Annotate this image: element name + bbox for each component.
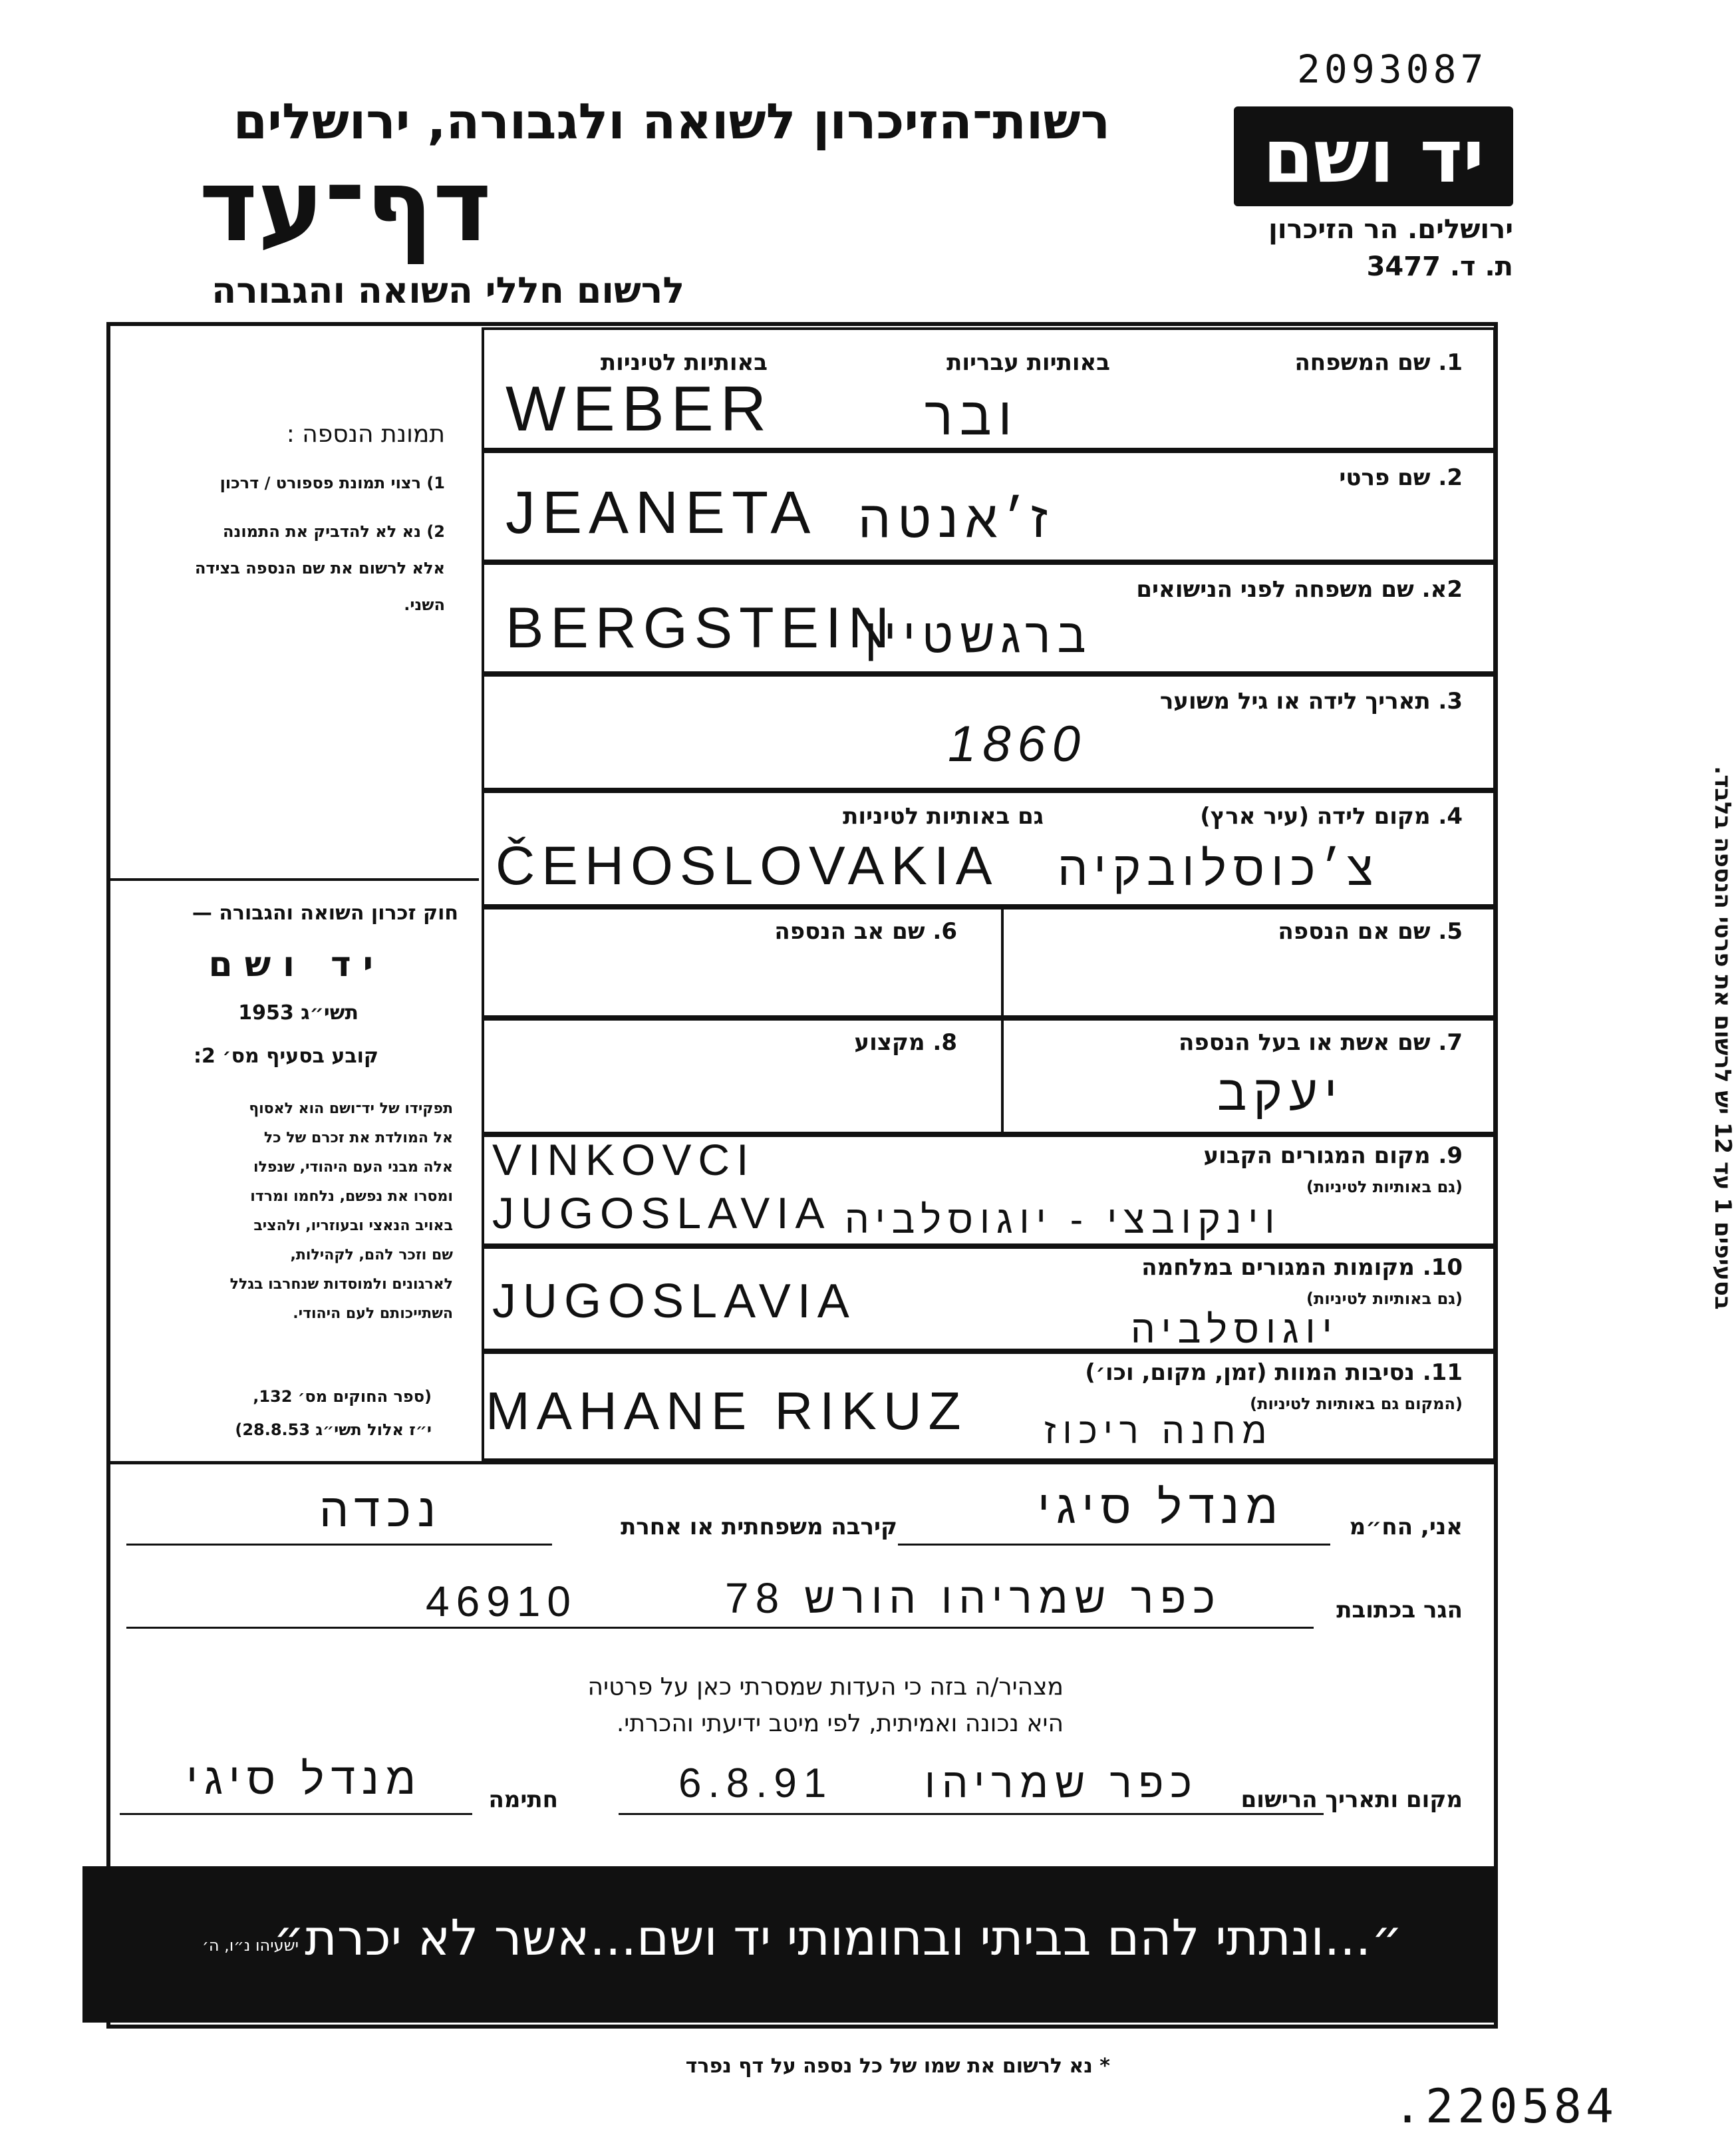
field-9-latin-value-2[interactable]: JUGOSLAVIA bbox=[492, 1188, 831, 1238]
field-2a-latin-value[interactable]: BERGSTEIN bbox=[506, 596, 896, 660]
law-body-line: תפקידו של יד־ושם הוא לאסוף bbox=[249, 1100, 453, 1117]
field-10-note: (גם באותיות לטיניות) bbox=[1306, 1289, 1463, 1308]
field-row-7-8-divider bbox=[1001, 1018, 1004, 1134]
field-3-value[interactable]: 1860 bbox=[948, 716, 1087, 772]
logo-text: יד ושם bbox=[1262, 114, 1485, 199]
declarant-address-label: הגר בכתובת bbox=[1336, 1597, 1463, 1623]
field-4-latin-value[interactable]: ČEHOSLOVAKIA bbox=[496, 836, 999, 896]
field-9-latin-value-1[interactable]: VINKOVCI bbox=[492, 1135, 756, 1184]
law-source-2: י״ז אלול תשי״ג 28.8.53) bbox=[235, 1420, 432, 1439]
field-11-hebrew-value[interactable]: מחנה ריכוז bbox=[1044, 1411, 1274, 1451]
field-7-value[interactable]: יעקב bbox=[1217, 1065, 1344, 1120]
law-body-line: שם וזכר להם, לקהילות, bbox=[290, 1247, 453, 1263]
banner-source: ישעיהו נ״ו, ה׳ bbox=[202, 1936, 299, 1955]
field-10-hebrew-value[interactable]: יוגוסלביה bbox=[1131, 1308, 1339, 1351]
field-9-label: 9. מקום המגורים הקבוע bbox=[1203, 1142, 1463, 1169]
place-date-label: מקום ותאריך הרישום bbox=[1240, 1786, 1463, 1813]
declaration-line-1: מצהיר/ה בזה כי העדות שמסרתי כאן על פרטיה bbox=[587, 1673, 1064, 1701]
address-line-2: ת. ד. 3477 bbox=[1366, 251, 1513, 282]
law-body-line: אלה מבני העם היהודי, שנפלו bbox=[253, 1159, 453, 1176]
form-title: דף־עד bbox=[199, 148, 492, 264]
law-heading: חוק זכרון השואה והגבורה — bbox=[192, 902, 458, 925]
field-2a-hebrew-value[interactable]: ברגשטיין bbox=[865, 609, 1093, 663]
signature-line bbox=[120, 1813, 472, 1815]
signature[interactable]: מנדל סיגי bbox=[186, 1754, 423, 1803]
field-1-latin-value[interactable]: WEBER bbox=[506, 373, 774, 444]
left-panel-divider bbox=[106, 878, 479, 881]
field-3-label: 3. תאריך לידה או גיל משוער bbox=[1159, 688, 1463, 715]
side-note: בסעיפים 1 עד 12 יש לרשום את פרטי הנספה בלבד. bbox=[1709, 766, 1736, 1310]
photo-panel-item-2c: השני. bbox=[404, 595, 445, 614]
field-1-label: 1. שם המשפחה bbox=[1294, 349, 1463, 376]
photo-panel-item-2b: אלא לרשום את שם הנספה בצידה bbox=[194, 559, 445, 578]
declarant-relation-label: קירבה משפחתית או אחרת bbox=[621, 1514, 897, 1540]
declarant-zip[interactable]: 46910 bbox=[426, 1577, 577, 1625]
law-body-line: ומסרו את נפשם, נלחמו ומרדו bbox=[250, 1188, 453, 1205]
law-body-line: אל המולדת את זכרם של כל bbox=[263, 1130, 453, 1146]
field-11-note: (המקום גם באותיות לטיניות) bbox=[1250, 1395, 1463, 1413]
field-1-hebrew-col: באותיות עבריות bbox=[946, 349, 1110, 376]
field-9-note: (גם באותיות לטיניות) bbox=[1306, 1178, 1463, 1196]
law-body-line: השתייכותם לעם היהודי. bbox=[293, 1305, 453, 1322]
registration-date[interactable]: 6.8.91 bbox=[678, 1760, 833, 1806]
photo-panel-item-1: 1) רצוי תמונת פספורט / דרכון bbox=[219, 474, 445, 492]
field-9-hebrew-value[interactable]: וינקובצי - יוגוסלביה bbox=[845, 1198, 1282, 1241]
declarant-name[interactable]: מנדל סיגי bbox=[1038, 1481, 1285, 1533]
declarant-address-line bbox=[126, 1627, 1314, 1629]
declarant-name-line bbox=[898, 1544, 1330, 1546]
field-10-latin-value[interactable]: JUGOSLAVIA bbox=[492, 1275, 856, 1328]
photo-panel-title: תמונת הנספה : bbox=[286, 420, 445, 448]
field-10-label: 10. מקומות המגורים במלחמה bbox=[1141, 1254, 1463, 1281]
field-5-label: 5. שם אם הנספה bbox=[1278, 918, 1463, 945]
field-row-5-6-divider bbox=[1001, 907, 1004, 1018]
place-date-line bbox=[619, 1813, 1324, 1815]
declarant-relation-line bbox=[126, 1544, 552, 1546]
field-4-hebrew-value[interactable]: צ׳כוסלובקיה bbox=[1058, 842, 1380, 896]
field-1-latin-col: באותיות לטיניות bbox=[600, 349, 768, 376]
signature-label: חתימה bbox=[488, 1786, 558, 1813]
footer-serial: .220584 bbox=[1393, 2079, 1618, 2134]
authority-title: רשות־הזיכרון לשואה ולגבורה, ירושלים bbox=[233, 93, 1110, 150]
banner-quote: ״...ונתתי להם בביתי ובחומותי יד ושם...אשר לא יכרת״ bbox=[273, 1909, 1403, 1967]
field-4-label: 4. מקום לידה (עיר ארץ) bbox=[1200, 803, 1463, 830]
law-body-line: באויב הנאצי ובעוזריו, ולהציב bbox=[253, 1218, 453, 1234]
field-4-latin-note: גם באותיות לטיניות bbox=[843, 803, 1044, 830]
law-body bbox=[94, 1094, 453, 1329]
law-name: יד ושם bbox=[208, 945, 385, 985]
declarant-i-label: אני, הח״מ bbox=[1349, 1514, 1463, 1540]
form-subtitle: לרשום חללי השואה והגבורה bbox=[212, 269, 684, 311]
photo-panel-item-2a: 2) נא לא להדביק את התמונה bbox=[223, 522, 445, 541]
registration-place[interactable]: כפר שמריהו bbox=[925, 1760, 1199, 1806]
field-8-label: 8. מקצוע bbox=[854, 1029, 957, 1056]
law-source-1: (ספר החוקים מס׳ 132, bbox=[253, 1387, 432, 1406]
law-year: תשי״ג 1953 bbox=[238, 1001, 359, 1025]
field-7-label: 7. שם אשת או בעל הנספה bbox=[1179, 1029, 1463, 1056]
field-6-label: 6. שם אב הנספה bbox=[774, 918, 957, 945]
declarant-relation[interactable]: נכדה bbox=[319, 1484, 443, 1536]
declarant-address[interactable]: כפר שמריהו הורש 78 bbox=[725, 1574, 1222, 1622]
declaration-line-2: היא נכונה ואמיתית, לפי מיטב ידיעתי והכרתי. bbox=[616, 1710, 1064, 1737]
field-1-hebrew-value[interactable]: ובר bbox=[925, 387, 1019, 446]
top-number: 2093087 bbox=[1297, 47, 1488, 92]
field-11-label: 11. נסיבות המוות (זמן, מקום, וכו׳) bbox=[1085, 1359, 1463, 1386]
law-body-line: לארגונים ולמוסדות שנחרבו בגלל bbox=[229, 1276, 453, 1293]
field-2-latin-value[interactable]: JEANETA bbox=[506, 480, 817, 546]
yad-vashem-logo bbox=[1234, 106, 1513, 206]
field-2-hebrew-value[interactable]: ז׳אנטה bbox=[858, 490, 1054, 548]
address-line-1: ירושלים. הר הזיכרון bbox=[1268, 214, 1513, 245]
field-2a-label: 2א. שם משפחה לפני הנישואים bbox=[1136, 576, 1463, 603]
law-clause: קובע בסעיף מס׳ 2: bbox=[193, 1045, 378, 1068]
fields-bottom-rule bbox=[106, 1461, 1498, 1464]
field-2-label: 2. שם פרטי bbox=[1339, 464, 1463, 491]
footer-note: * נא לרשום את שמו של כל נספה על דף נפרד bbox=[685, 2055, 1110, 2078]
field-11-latin-value[interactable]: MAHANE RIKUZ bbox=[486, 1381, 968, 1440]
